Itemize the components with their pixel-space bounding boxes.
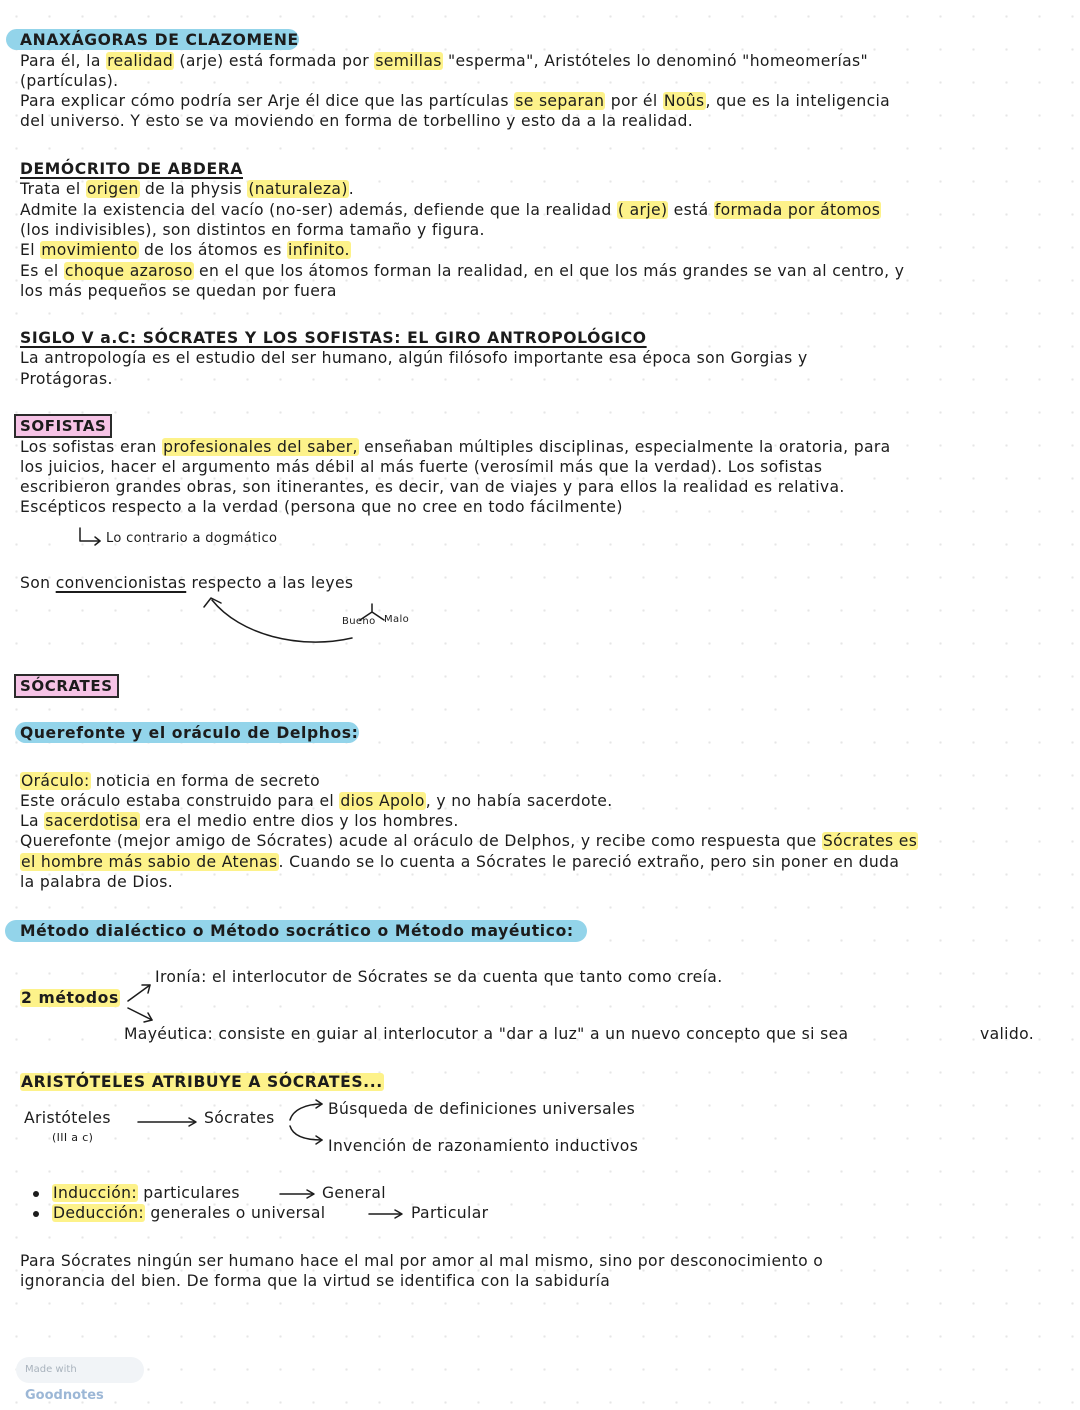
made-with-label: Made with	[25, 1364, 77, 1375]
arrow-aristoteles-head	[189, 1118, 196, 1126]
heading-sofistas: SOFISTAS	[14, 414, 112, 438]
text-line: valido.	[980, 1025, 1035, 1043]
text-line: Mayéutica: consiste en guiar al interlocutor a "dar a luz" a un nuevo concepto que si sea	[124, 1025, 849, 1043]
text-line: La sacerdotisa era el medio entre dios y los hombres.	[20, 812, 459, 830]
text-line: del universo. Y esto se va moviendo en forma de torbellino y esto da a la realidad.	[20, 112, 694, 130]
arrow-ironia	[128, 985, 150, 1001]
text-line: ignorancia del bien. De forma que la virtud se identifica con la sabiduría	[20, 1272, 611, 1290]
text-line: Admite la existencia del vacío (no-ser) además, defiende que la realidad ( arje) está formada por átomos	[20, 201, 881, 219]
arrow-induccion-head	[307, 1190, 314, 1198]
diagram-aristoteles: Aristóteles	[24, 1109, 111, 1127]
text-line: Para Sócrates ningún ser humano hace el mal por amor al mal mismo, sino por desconocimiento o	[20, 1252, 824, 1270]
heading-aristoteles: ARISTÓTELES ATRIBUYE A SÓCRATES...	[21, 1073, 383, 1091]
hook-arrow-head	[95, 537, 100, 545]
branch-arrow-1-head	[316, 1100, 322, 1108]
text-line: Querefonte (mejor amigo de Sócrates) acude al oráculo de Delphos, y recibe como respuesta que Sócrates es	[20, 832, 918, 850]
text-line: Oráculo: noticia en forma de secreto	[21, 772, 321, 790]
text-line: (los indivisibles), son distintos en forma tamaño y figura.	[20, 221, 485, 239]
list-item-induccion-result: General	[322, 1184, 386, 1202]
text-line: Protágoras.	[20, 370, 113, 388]
text-line: La antropología es el estudio del ser humano, algún filósofo importante esa época son Gorgias y	[20, 349, 808, 367]
heading-anaxagoras: ANAXÁGORAS DE CLAZOMENE	[20, 31, 299, 49]
heading-metodo: Método dialéctico o Método socrático o Método mayéutico:	[20, 922, 574, 940]
text-line: la palabra de Dios.	[20, 873, 174, 891]
heading-socrates: SÓCRATES	[14, 674, 119, 698]
branch-arrow-2	[290, 1126, 322, 1140]
diagram-branch-1: Búsqueda de definiciones universales	[328, 1100, 636, 1118]
text-line: Trata el origen de la physis (naturaleza).	[20, 180, 355, 198]
hook-arrow	[80, 528, 100, 541]
arrow-ironia-head	[142, 985, 150, 993]
diagram-branch-2: Invención de razonamiento inductivos	[328, 1137, 639, 1155]
text-line: los juicios, hacer el argumento más débil al más fuerte (verosímil más que la verdad). Los sofistas	[20, 458, 823, 476]
text-line: Son convencionistas respecto a las leyes	[20, 574, 354, 592]
subheading-querefonte: Querefonte y el oráculo de Delphos:	[20, 724, 359, 742]
curved-arrow-head	[204, 598, 221, 607]
heading-siglo-v: SIGLO V a.C: SÓCRATES Y LOS SOFISTAS: EL GIRO ANTROPOLÓGICO	[20, 329, 647, 347]
brand-label: Goodnotes	[25, 1388, 104, 1403]
arrow-mayeutica-head	[144, 1013, 152, 1022]
text-line: Para él, la realidad (arje) está formada por semillas "esperma", Aristóteles lo denominó "homeomerías"	[20, 52, 869, 70]
goodnotes-badge	[16, 1357, 144, 1403]
side-note: Lo contrario a dogmático	[106, 531, 278, 546]
text-line: Es el choque azaroso en el que los átomos forman la realidad, en el que los más grandes se van al centro, y	[20, 262, 905, 280]
text-line: escribieron grandes obras, son itinerantes, es decir, van de viajes y para ellos la realidad es relativa.	[20, 478, 845, 496]
list-item-induccion: Inducción: particulares	[53, 1184, 240, 1202]
text-line: Este oráculo estaba construido para el dios Apolo, y no había sacerdote.	[20, 792, 613, 810]
annotation-bueno: Bueno	[342, 616, 376, 627]
list-item-deduccion: Deducción: generales o universal	[53, 1204, 326, 1222]
label-2-metodos: 2 métodos	[21, 989, 119, 1007]
branch-arrow-1	[290, 1104, 322, 1120]
diagram-socrates: Sócrates	[204, 1109, 275, 1127]
heading-democrito: DEMÓCRITO DE ABDERA	[20, 160, 243, 178]
arrow-mayeutica	[128, 1008, 152, 1020]
diagram-century: (III a c)	[52, 1131, 94, 1144]
text-line: Para explicar cómo podría ser Arje él dice que las partículas se separan por él Noûs, que es la inteligencia	[20, 92, 891, 110]
text-line: Los sofistas eran profesionales del saber, enseñaban múltiples disciplinas, especialmente la oratoria, para	[20, 438, 891, 456]
arrow-deduccion-head	[395, 1210, 402, 1218]
curved-arrow	[212, 600, 352, 642]
branch-arrow-2-head	[316, 1136, 322, 1144]
bullet	[33, 1211, 39, 1217]
text-line: el hombre más sabio de Atenas. Cuando se lo cuenta a Sócrates le pareció extraño, pero sin poner en duda	[21, 853, 900, 871]
text-line: Ironía: el interlocutor de Sócrates se da cuenta que tanto como creía.	[155, 968, 723, 986]
text-line: Escépticos respecto a la verdad (persona que no cree en todo fácilmente)	[20, 498, 623, 516]
list-item-deduccion-result: Particular	[411, 1204, 489, 1222]
text-line: los más pequeños se quedan por fuera	[20, 282, 337, 300]
annotation-malo: Malo	[384, 614, 410, 625]
text-line: (partículas).	[20, 72, 119, 90]
bullet	[33, 1191, 39, 1197]
text-line: El movimiento de los átomos es infinito.	[20, 241, 350, 259]
